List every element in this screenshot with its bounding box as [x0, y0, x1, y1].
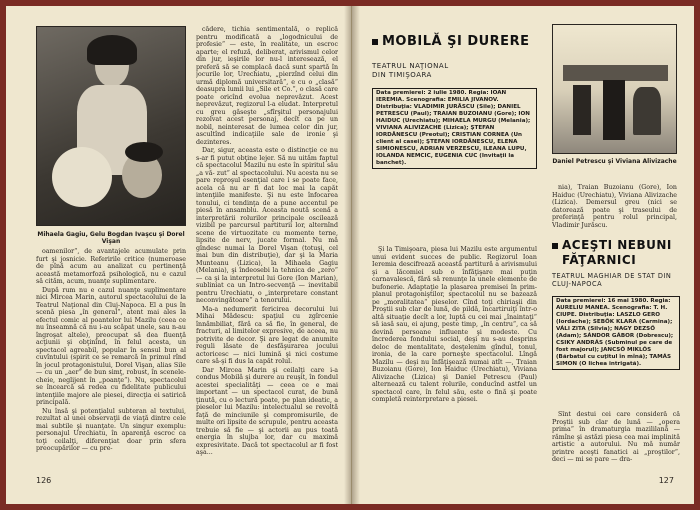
- title-bullet-icon: [372, 39, 378, 45]
- left-page: [6, 6, 352, 504]
- credits-box-acesti: [552, 296, 680, 406]
- book-spread: [6, 6, 694, 504]
- credits-text: Data premierei: 2 iulie 1980. Regia: IOAN IEREMIA. Scenografia: EMILIA JIVANOV. Distribuţia: VLADIMIR JURĂSCU (Sile); DANIEL PETRESCU (Paul); TRAIAN BUZOIANU (Gore); ION HAIDUC (Urechiatu); MIHAELA MURGU (Melania); VIVIANA ALIVIZACHE (Lizica); ŞTEFAN IORDĂNESCU (Preotul); CRISTIAN CORNEA (Un client al casei); ŞTEFAN IORDĂNESCU, ELENA SIMIONESCU, ADRIAN VERZESCU, ILEANA LUPU, IOLANDA NEMCIC, EUGENIA CUC (Invitaţii la banchet).: [372, 88, 537, 169]
- book-gutter: [344, 6, 360, 504]
- paragraph: Şi la Timişoara, piesa lui Mazilu este argumentul unui evident succes de public. Regizorul Ioan Ieremia descifrează această partitură a arivismului şi a lăcomiei sub o înfăţişare mai puţin carnavalescă, fără să renunţe la unele elemente de bufonerie. Adaptaţie la plasarea premisei în prim-planul protagoniştilor, spectacolul nu se bazează pe „moralitatea“ pieselor. Cînd toţi chiriaşii din Proştii sub clar de lună, de pildă, încartiruiţi într-o altă situaţie decît a lor, luptă cu cei mai „înaintaţi“ să iasă sau, ei ajung, peste timp, „în centru“, ca să devină persoane influente şi modeste. Cu încrederea fondului social, deşi nu s-au desprins deloc de mentalitate, desţelenim gîndul, tonul, ironia, de la care porneşte spectacolul. Lîngă Mazilu — deşi nu înfăţişează numai atît —, Traian Buzoianu (Gore), Ion Haiduc (Urechiatu), Viviana Alivizache (Lizica) şi Daniel Petrescu (Paul) alternează cu talent rolurile, conducînd astfel un spectacol care, în felul său, este o fină şi poate completă reinterpretare a piesei.: [372, 246, 537, 403]
- left-column-a: [36, 248, 186, 470]
- paragraph: oamenilor“, de avantajele acumulate prin furt şi josnicie. Referirile critice (numeroase de pînă acum au analizat cu pertinenţă această metamorfoză psihologică, nu e cazul să cităm, acum, nuanţe suplimentare.: [36, 248, 186, 285]
- paragraph: nia), Traian Buzoianu (Gore), Ion Haiduc (Urechiatu), Viviana Alivizache (Lizica). Demersul greu (nici se datorează poate şi traseului de preferinţă pentru rolul principal, Vladimir Jurăscu.: [552, 184, 677, 229]
- paragraph: După rum nu e cazul nuanţe suplimentare nici Mircea Marin, autorul spectacolului de la Teatrul Naţional din Cluj-Napoca. El a pus în scenă piesa „în general“, atent mai ales la efectul comic al poantelor lui Mazilu (ceea ce nu înseamnă că nu i-au scăpat unele, sau n-au îngroşat altele), preocupat să dea fluenţă acţiunii şi obţinînd, în felul acesta, un spectacol agreabil, popular în sensul bun al cuvîntului (spirit ce se remarcă în primul rînd în jocul protagonistului, Dorel Vişan, alias Sile — cu un „aer“ de bun simţ, robust, în scenele-cheie, neglijent în „poanţe“). Nu, spectacolul se încearcă să redea cu fidelitate publicului intenţiile majore ale piesei, direcţia ei satirică principală.: [36, 286, 186, 406]
- article-title-acesti: ACEŞTI NEBUNI FĂŢARNICI: [552, 238, 682, 268]
- photo-mihaela-gagiu: [36, 26, 186, 226]
- article-subtitle-acesti: TEATRUL MAGHIAR DE STAT DIN CLUJ-NAPOCA: [552, 272, 672, 288]
- left-column-b: [196, 26, 338, 470]
- paragraph: Ma-a nedumerit fericirea decorului lui Mihai Mădescu: spaţiul cu zgîrcenie înnămbiliat, fără ca să fie, în general, de fracturi, al limitelor expresive, de aceea, nu potrivite de decor. Şi are legat de anumite reguli lăsate de desfăşurarea jocului actoricesc — nici lumină şi nici costume care să-şi fi dus la capăt rolul.: [196, 305, 338, 365]
- page-number-left: 126: [36, 475, 52, 485]
- paragraph: Dar Mircea Marin şi ceilalţi care i-a condus Mobilă şi durere au reuşit, în fondul acestei specialităţi — ceea ce e mai important — un spectacol curat, de bună ţinută, cu o lectură poate, pe plan ideatic, a pieselor lui Mazilu: intelectualul se revoltă faţă de minciunile şi compromisurile, de multe ori lipsite de scrupule, pentru aceasta trebuie să fie — şi actorii au pus toată energia în slujba lor, dar cu maximă expresivitate. Dacă tot spectacolul ar fi fost aşa...: [196, 366, 338, 456]
- credits-box-mobila: [372, 88, 537, 236]
- paragraph: Sînt destui cei care consideră că Proştii sub clar de lună — „opera prima“ în dramaturgia mazililană — rămîne şi astăzi piesa cea mai implinită artistic a autorului. Nu mă număr printre aceşti fanatici ai „proştilor“, deci — mi se pare — dra-: [552, 411, 680, 463]
- article-subtitle-mobila: TEATRUL NAŢIONAL DIN TIMIŞOARA: [372, 62, 449, 79]
- photo-caption: Daniel Petrescu şi Viviana Alivizache: [552, 158, 677, 165]
- page-number-right: 127: [658, 475, 674, 485]
- paragraph: Nu însă şi potenţialul subteran al textului, rezultat al unei observaţii de viaţă dintre cele mai subtile şi nuanţate. Un singur exemplu: personajul Urechiatu, în aparenţă escroc ca toţi ceilalţi, diferenţiat doar prin sfera preocupărilor — cu pre-: [36, 407, 186, 452]
- paragraph: Dar, sigur, aceasta este o distincţie ce nu s-ar fi putut obţine lejer. Să nu uităm faptul că spectacolul Mazilu nu este în spiritul său „a vă- zut“ al spectacolului. Nu acesta nu se pare reproşul esenţial care i se poate face, acela că nu ar fi dat loc mai la capăt intenţiile manifeste. Şi nu este înfocarea tonului, ci tendinţa de a pune accentul pe piesă în ansamblu. Aceasta noută scenă a interpretării rolurilor principale oscilează vizibil pe parcursul partiturii lor, alternînd scene de virtuozitate cu momente terne, lipsite de nerv, jucate formal. Nu mă gîndesc numai la Dorel Vişan (totuşi, cel mai bun din distribuţie), dar şi la Maria Munteanu (Lizica), la Mihaela Gagiu (Melania), şi îndeosebi la tehnica de „zero“ — ca şi la interpretul lui Gore (Ion Marian), subliniat ca un Intro-secvenţă — inevitabil pentru Urechiatu, o „interpretare constant neconvingătoare“ a tenorului.: [196, 147, 338, 304]
- photo-daniel-petrescu: [552, 24, 677, 154]
- paragraph: cădere, tichia sentimentală, o replică pentru modificată a „logodnicului de profesie“ — este, în realitate, un escroc aparte; el refuză, deliberat, arivismul celor din jur, ieşirile lor nu-l interesează, el preferă să se complacă dacă sunt spartă în jocurile lor, Urechiatu, „pierzînd celui din urmă diplomă universitară“, e cu o „clasă“ deasupra lumii lui „Sile et Co.“, o clasă care poate oricînd evolua neprevăzut. Acest neprevăzut, regizorul l-a eludat. Interpretul cu greu găseşte „sfîrşitul personajului rezolvat acest personaj, decît ca pe un nobil, neinteresat de lumea celor din jur, ascultînd indicaţiile sale de ironie şi dezinteres.: [196, 26, 338, 146]
- title-bullet-icon: [552, 243, 558, 249]
- right-column-b-top: [552, 184, 677, 234]
- right-column-b-bottom: [552, 411, 680, 471]
- right-page: [352, 6, 694, 504]
- photo-caption: Mihaela Gagiu, Gelu Bogdan Ivaşcu şi Dorel Vişan: [37, 231, 185, 245]
- right-column-a: [372, 246, 537, 474]
- credits-text: Data premierei: 16 mai 1980. Regia: AURELIU MANEA. Scenografia: T. H. CIUPE. Distribuţia: LASZLO GERO (Iordache); SEBŐK KLARA (Carmina); VÁLI ZITA (Silvia); NAGY DEZSŐ (Adam); SÁNDOR GÁBOR (Dobrescu); CSIKY ANDRÁS (Subminul pe care de fost majorul); JANCSÓ MIKLÓS (Bărbatul cu cuţitul în mînă); TAMÁS SIMON (O lichea intrigată).: [552, 296, 680, 370]
- article-title-mobila: MOBILĂ ŞI DURERE: [372, 34, 542, 49]
